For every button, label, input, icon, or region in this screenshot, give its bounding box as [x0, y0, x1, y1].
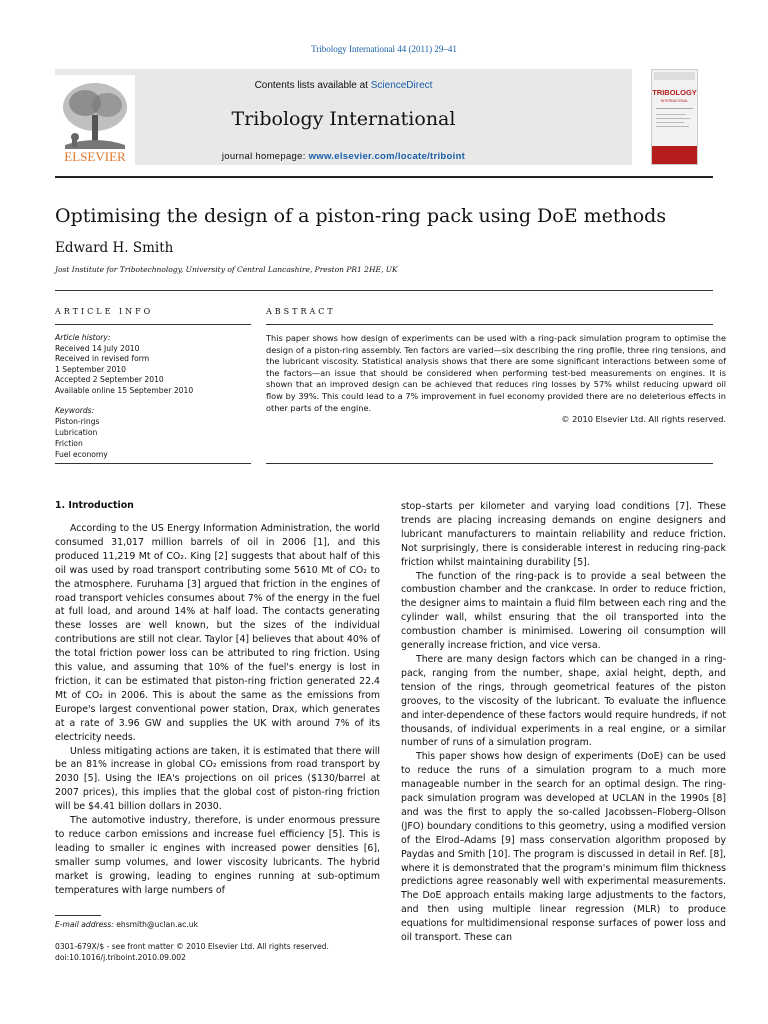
journal-title: Tribology International [231, 108, 456, 130]
history-item: Received 14 July 2010 [55, 343, 140, 353]
keywords-label: Keywords: [55, 406, 95, 415]
article-history [55, 333, 255, 396]
article-title: Optimising the design of a piston-ring pack using DoE methods [55, 205, 667, 227]
journal-cover-thumbnail [651, 69, 698, 165]
doi-line[interactable]: doi:10.1016/j.triboint.2010.09.002 [55, 953, 186, 962]
body-column-right [401, 500, 726, 945]
history-item: 1 September 2010 [55, 364, 126, 374]
history-item: Accepted 2 September 2010 [55, 375, 164, 384]
keywords [55, 405, 255, 460]
svg-text:TRIBOLOGY: TRIBOLOGY [652, 88, 697, 97]
journal-reference-link[interactable]: Tribology International 44 (2011) 29–41 [311, 44, 457, 54]
journal-reference[interactable] [0, 44, 768, 54]
homepage-link[interactable]: www.elsevier.com/locate/triboint [308, 151, 466, 162]
svg-text:ELSEVIER: ELSEVIER [64, 149, 126, 164]
article-info-heading: ARTICLE INFO [55, 307, 154, 316]
front-matter [55, 941, 329, 963]
homepage-prefix: journal homepage: [221, 151, 309, 162]
cover-image-icon [652, 70, 697, 164]
header-divider [55, 176, 713, 178]
body-paragraph: stop–starts per kilometer and varying load conditions [7]. These trends are placing increasing demands on engine designers and lubricant manufacturers to maintain reliability and reduce friction. Not surprisingly, there is considerable interest in reducing ring-pack friction whilst maintaining durability [5]. [401, 501, 726, 568]
history-label: Article history: [55, 333, 111, 342]
keyword-item: Fuel economy [55, 450, 108, 459]
contents-availability [55, 80, 632, 91]
abstract-bottom-rule [266, 463, 713, 464]
abstract-heading: ABSTRACT [266, 307, 336, 316]
email-address[interactable]: ehsmith@uclan.ac.uk [116, 920, 198, 929]
svg-text:INTERNATIONAL: INTERNATIONAL [660, 99, 689, 103]
body-paragraph: This paper shows how design of experiments (DoE) can be used to reduce the runs of a simulation program to a much more manageable number in the search for an optimal design. The ring-pack simulation program was developed at UCLAN in the 1990s [8] and was the first to apply the so-called Jacobssen–Floberg–Ollson (JFO) boundary conditions to this geometry, using a modified version of the Elrod–Adams [9] mass conservation algorithm proposed by Paydas and Smith [10]. The program is discussed in detail in Ref. [8], where it is demonstrated that the program's minimum film thickness predictions agree reasonably well with experimental measurements. The DoE approach entails making large adjustments to the factors, and then using multiple linear regression (MLR) to produce equations for multidimensional response surfaces of power loss and oil transport. These can [401, 751, 726, 944]
footnote-rule [55, 915, 101, 916]
title-divider [55, 290, 713, 291]
sciencedirect-link[interactable]: ScienceDirect [370, 80, 433, 91]
history-item: Received in revised form [55, 354, 150, 363]
article-info-bottom-rule [55, 463, 251, 464]
journal-homepage [55, 151, 632, 162]
abstract-paragraph: This paper shows how design of experiments can be used with a ring-pack simulation program to optimise the design of a piston-ring assembly. Ten factors are varied—six describing the ring profile, three ring tensions, and the lubricant viscosity. Statistical analysis shows that there are some significant interactions between some of the factors—an issue that should be considered when performing test-bed measurements on engines. It is shown that an improved design can be achieved that reduces ring losses by 57% whilst reducing upward oil flow by 39%. This could lead to a 7% improvement in fuel economy provided there are no deleterious effects in other parts of the engine. [266, 333, 726, 413]
history-item: Available online 15 September 2010 [55, 385, 194, 395]
footnote-email [55, 920, 198, 929]
keyword-item: Lubrication [55, 428, 98, 437]
abstract-copyright: © 2010 Elsevier Ltd. All rights reserved. [561, 414, 726, 425]
email-label: E-mail address: [55, 920, 114, 929]
abstract-rule [266, 324, 713, 325]
article-info-rule [55, 324, 251, 325]
author-name: Edward H. Smith [55, 240, 174, 256]
body-column-left [55, 522, 380, 897]
keyword-item: Piston-rings [55, 417, 100, 426]
body-paragraph: There are many design factors which can be changed in a ring-pack, ranging from the number, shape, axial height, depth, and tension of the rings, through geometrical features of the piston grooves, to the viscosity of the lubricant. To evaluate the influence and inter-dependence of these factors would require hundreds, if not thousands, of individual experiments in a real engine, or a similar number of runs of a simulation program. [401, 653, 726, 749]
contents-prefix: Contents lists available at [254, 80, 371, 91]
body-paragraph: Unless mitigating actions are taken, it is estimated that there will be an 81% increase in global CO₂ emissions from road transport by 2030 [5]. Using the IEA's projections on oil prices ($130/barrel at 2007 prices), this implies that the global cost of piston-ring friction will be $4.41 billion dollars in 2030. [55, 745, 380, 813]
abstract-body [266, 333, 726, 426]
keyword-item: Friction [55, 439, 83, 448]
body-paragraph: The function of the ring-pack is to provide a seal between the combustion chamber and the crankcase. In order to reduce friction, the designer aims to maintain a fluid film between each ring and the cylinder wall, whilst ensuring that the oil transported into the combustion chamber is minimised. Lowering oil consumption will generally increase friction, and vice versa. [401, 570, 726, 652]
issn-line: 0301-679X/$ - see front matter © 2010 Elsevier Ltd. All rights reserved. [55, 942, 329, 951]
author-affiliation: Jost Institute for Tribotechnology, University of Central Lancashire, Preston PR1 2HE, UK [55, 265, 398, 274]
body-paragraph: The automotive industry, therefore, is under enormous pressure to reduce carbon emissions and increase fuel efficiency [5]. This is leading to smaller ic engines with increased power densities [6], smaller sump volumes, and lower viscosity lubricants. The hybrid market is growing, leading to engines running at sub-optimum temperatures with large numbers of [55, 815, 380, 896]
section-heading-introduction: 1. Introduction [55, 500, 134, 511]
body-paragraph: According to the US Energy Information Administration, the world consumed 31,017 million barrels of oil in 2006 [1], and this produced 11,219 Mt of CO₂. King [2] suggests that about half of this oil was used by road transport contributing some 5610 Mt of CO₂ to the atmosphere. Furuhama [3] argued that friction in the engines of road transport vehicles consumes about 7% of the energy in the fuel at full load, and around 14% at half load. The contacts generating these losses are well known, but the sizes of the individual contributions are still not clear. Taylor [4] believes that about 40% of the total friction power loss can be attributed to ring friction. Using this value, and assuming that 10% of the fuel's energy is lost in friction, it can be estimated that piston-ring friction generated 22.4 Mt of CO₂ in 2006. This is about the same as the emissions from Europe's largest conventional power station, Drax, which generates at a rate of 3.96 GW and supplies the UK with around 7% of its electricity needs. [55, 523, 380, 743]
